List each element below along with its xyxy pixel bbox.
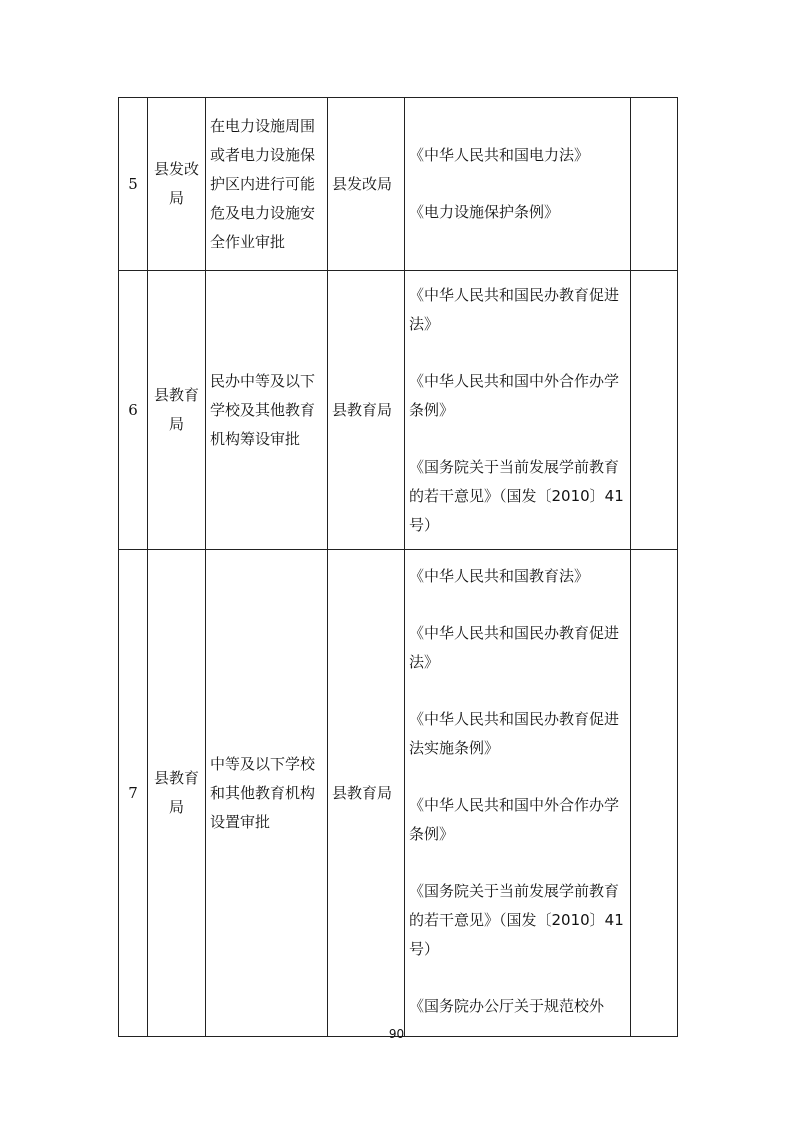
law-reference: 《中华人民共和国民办教育促进法》: [409, 285, 620, 333]
law-reference: 《中华人民共和国中外合作办学条例》: [409, 796, 620, 843]
implementing-org-cell: 县教育局: [328, 550, 405, 1037]
page-number: 90: [388, 1027, 405, 1041]
implementing-org-cell: 县发改局: [328, 98, 405, 271]
law-reference: 《中华人民共和国民办教育促进法实施条例》: [409, 710, 620, 757]
approval-item-cell: 民办中等及以下学校及其他教育机构筹设审批: [206, 271, 328, 550]
law-reference: 《国务院关于当前发展学前教育的若干意见》（国发〔2010〕41号）: [409, 457, 624, 534]
legal-basis-cell: [405, 550, 631, 1037]
remarks-cell: [631, 98, 678, 271]
table-row: [119, 271, 678, 550]
law-reference: 《国务院办公厅关于规范校外: [409, 997, 605, 1015]
table-row: [119, 98, 678, 271]
row-number: 7: [119, 550, 148, 1037]
approval-item-cell: 在电力设施周围或者电力设施保护区内进行可能危及电力设施安全作业审批: [206, 98, 328, 271]
department-cell: 县教育局: [148, 271, 206, 550]
department-cell: 县教育局: [148, 550, 206, 1037]
legal-basis-cell: [405, 271, 631, 550]
remarks-cell: [631, 550, 678, 1037]
law-reference: 《中华人民共和国教育法》: [409, 567, 590, 585]
row-number: 6: [119, 271, 148, 550]
implementing-org-cell: 县教育局: [328, 271, 405, 550]
law-reference: 《中华人民共和国民办教育促进法》: [409, 624, 620, 671]
approval-item-cell: 中等及以下学校和其他教育机构设置审批: [206, 550, 328, 1037]
remarks-cell: [631, 271, 678, 550]
law-reference: 《国务院关于当前发展学前教育的若干意见》（国发〔2010〕41号）: [409, 882, 624, 958]
row-number: 5: [119, 98, 148, 271]
legal-basis-cell: [405, 98, 631, 271]
table-row: [119, 550, 678, 1037]
law-reference: 《中华人民共和国电力法》: [409, 146, 590, 164]
law-reference: 《电力设施保护条例》: [409, 203, 560, 221]
approval-items-table: [118, 97, 678, 1037]
department-cell: 县发改局: [148, 98, 206, 271]
law-reference: 《中华人民共和国中外合作办学条例》: [409, 371, 620, 419]
